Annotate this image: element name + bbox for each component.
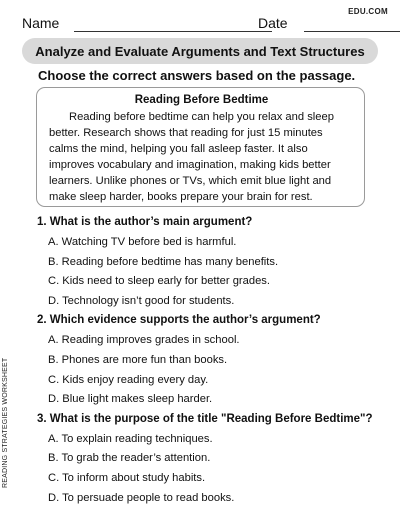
question-2-option-c[interactable]: C. Kids enjoy reading every day. bbox=[48, 373, 209, 386]
side-label: READING STRATEGIES WORKSHEET bbox=[2, 357, 9, 488]
question-2-option-d[interactable]: D. Blue light makes sleep harder. bbox=[48, 393, 213, 406]
question-3-prompt: 3. What is the purpose of the title "Reading Before Bedtime"? bbox=[37, 412, 373, 425]
passage-box bbox=[36, 87, 365, 207]
question-2-prompt: 2. Which evidence supports the author’s argument? bbox=[37, 314, 321, 327]
brand-logo: EDU.COM bbox=[348, 7, 388, 16]
question-list bbox=[37, 214, 387, 509]
passage-body: Reading before bedtime can help you relax and sleep better. Research shows that reading for just 15 minutes calms the mind, helping you fall asleep faster. It also improves vocabulary and imagination, making kids better learners. Unlike phones or TVs, which emit blue light and make sleep harder, books prepare your brain for rest. bbox=[49, 111, 334, 203]
question-1-prompt: 1. What is the author’s main argument? bbox=[37, 216, 253, 228]
name-label: Name bbox=[22, 15, 60, 31]
question-1-option-c[interactable]: C. Kids need to sleep early for better grades. bbox=[48, 275, 271, 288]
name-field-line[interactable] bbox=[74, 31, 272, 32]
date-field-line[interactable] bbox=[304, 31, 400, 32]
question-2-option-a[interactable]: A. Reading improves grades in school. bbox=[48, 334, 240, 347]
instructions: Choose the correct answers based on the passage. bbox=[38, 68, 356, 83]
question-3-option-b[interactable]: B. To grab the reader’s attention. bbox=[48, 452, 211, 465]
passage-title: Reading Before Bedtime bbox=[134, 94, 269, 106]
question-1-option-a[interactable]: A. Watching TV before bed is harmful. bbox=[48, 236, 237, 248]
title-banner bbox=[22, 38, 378, 64]
question-3-option-d[interactable]: D. To persuade people to read books. bbox=[48, 491, 235, 504]
question-1-option-d[interactable]: D. Technology isn’t good for students. bbox=[48, 294, 235, 307]
question-1-option-b[interactable]: B. Reading before bedtime has many benefits. bbox=[48, 255, 279, 268]
header bbox=[22, 12, 382, 36]
question-2-option-b[interactable]: B. Phones are more fun than books. bbox=[48, 353, 228, 366]
question-3-option-c[interactable]: C. To inform about study habits. bbox=[48, 471, 206, 484]
question-3-option-a[interactable]: A. To explain reading techniques. bbox=[48, 432, 213, 445]
worksheet-title: Analyze and Evaluate Arguments and Text Structures bbox=[35, 43, 365, 59]
date-label: Date bbox=[258, 15, 288, 31]
